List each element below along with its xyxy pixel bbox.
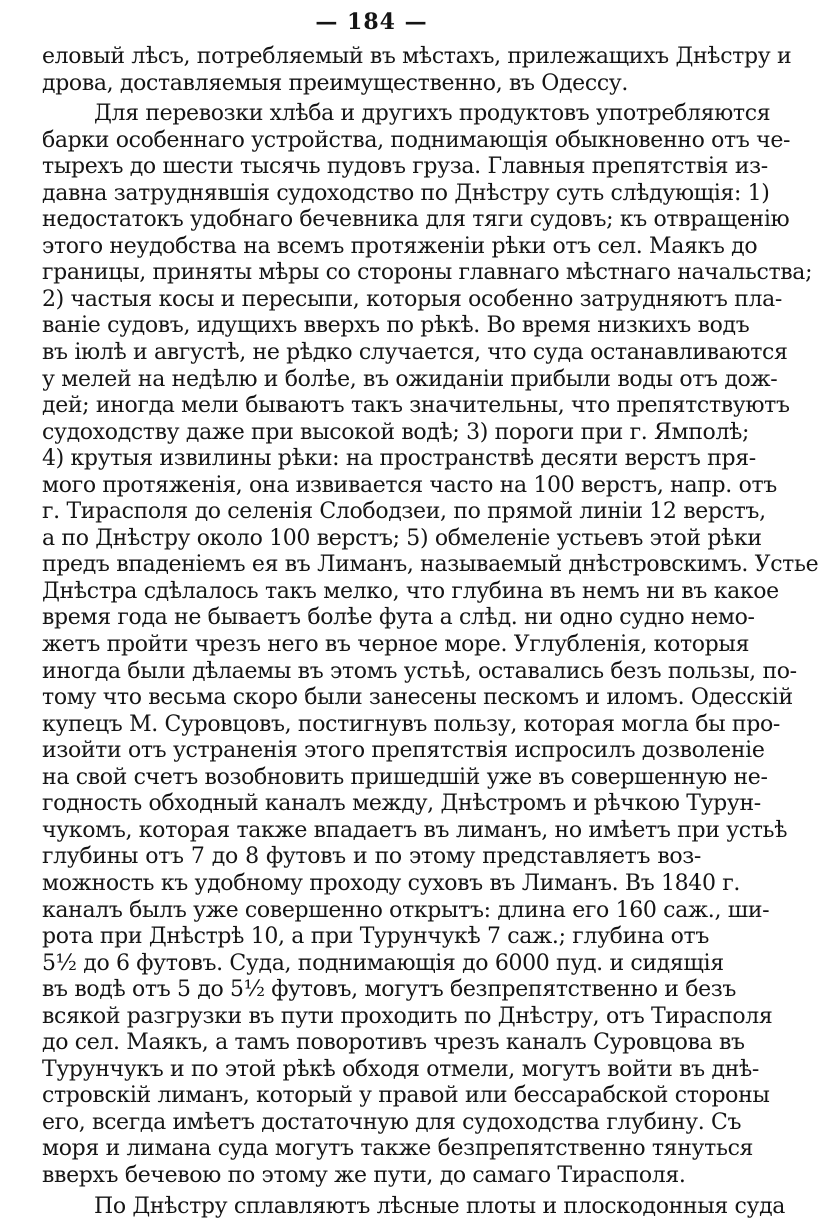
text-line: чукомъ, которая также впадаетъ въ лиманъ, но имѣетъ при устьѣ <box>42 817 788 843</box>
text-line: тырехъ до шести тысячь пудовъ груза. Главныя препятствія из- <box>42 154 768 180</box>
text-line: еловый лѣсъ, потребляемый въ мѣстахъ, прилежащихъ Днѣстру и <box>42 44 792 69</box>
text-line: а по Днѣстру около 100 верстъ; 5) обмеленіе устьевъ этой рѣки <box>42 525 762 551</box>
text-line: дрова, доставляемыя преимущественно, въ Одессу. <box>42 70 629 96</box>
text-line: 5½ до 6 футовъ. Суда, поднимающія до 6000 пуд. и сидящія <box>42 950 724 976</box>
text-line: у мелей на недѣлю и болѣе, въ ожиданіи прибыли воды отъ дож- <box>42 366 778 392</box>
text-line: мого протяженія, она извивается часто на 100 верстъ, напр. отъ <box>42 472 777 498</box>
text-line: можность къ удобному проходу суховъ въ Лиманъ. Въ 1840 г. <box>42 870 741 896</box>
text-line: предъ впаденіемъ ея въ Лиманъ, называемый днѣстровскимъ. Устье <box>42 552 818 578</box>
text-line: ваніе судовъ, идущихъ вверхъ по рѣкѣ. Во время низкихъ водъ <box>42 313 750 339</box>
text-line: вверхъ бечевою по этому же пути, до самаго Тирасполя. <box>42 1162 686 1188</box>
text-line: этого неудобства на всемъ протяженіи рѣки отъ сел. Маякъ до <box>42 233 758 259</box>
paragraph-continuation <box>42 44 792 97</box>
text-line: давна затруднявшія судоходство по Днѣстру суть слѣдующія: 1) <box>42 180 770 206</box>
text-line: глубины отъ 7 до 8 футовъ и по этому представляетъ воз- <box>42 844 701 870</box>
text-line: По Днѣстру сплавляютъ лѣсные плоты и плоскодонныя суда <box>94 1193 786 1219</box>
text-line: г. Тирасполя до селенія Слободзеи, по прямой линіи 12 верстъ, <box>42 499 766 525</box>
text-line: тому что весьма скоро были занесены пескомъ и иломъ. Одесскій <box>42 685 793 711</box>
text-line: его, всегда имѣетъ достаточную для судоходства глубину. Съ <box>42 1109 742 1135</box>
text-line: дей; иногда мели бываютъ такъ значительны, что препятствуютъ <box>42 393 790 419</box>
text-line: границы, приняты мѣры со стороны главнаго мѣстнаго начальства; <box>42 260 813 286</box>
paragraph-rafts <box>42 1193 786 1220</box>
text-line: моря и лимана суда могутъ также безпрепятственно тянуться <box>42 1136 754 1162</box>
text-line: барки особеннаго устройства, поднимающія обыкновенно отъ че- <box>42 127 791 153</box>
paragraph-navigation-obstacles <box>42 101 818 1189</box>
text-line: годность обходный каналъ между, Днѣстромъ и рѣчкою Турун- <box>42 791 761 817</box>
page-number: — 184 — <box>315 9 428 35</box>
text-line: Турунчукъ и по этой рѣкѣ обходя отмели, могутъ войти въ днѣ- <box>42 1056 759 1082</box>
text-line: жетъ пройти чрезъ него въ черное море. Углубленія, которыя <box>42 632 750 658</box>
text-line: Для перевозки хлѣба и другихъ продуктовъ употребляются <box>94 101 771 127</box>
text-line: въ водѣ отъ 5 до 5½ футовъ, могутъ безпрепятственно и безъ <box>42 977 737 1003</box>
text-line: до сел. Маякъ, а тамъ поворотивъ чрезъ каналъ Суровцова въ <box>42 1030 745 1056</box>
text-line: иногда были дѣлаемы въ этомъ устьѣ, оставались безъ пользы, по- <box>42 658 797 684</box>
text-line: изойти отъ устраненія этого препятствія испросилъ дозволеніе <box>42 738 765 764</box>
text-line: стровскій лиманъ, который у правой или бессарабской стороны <box>42 1083 770 1109</box>
text-line: время года не бываетъ болѣе фута а слѣд. ни одно судно немо- <box>42 605 755 631</box>
text-line: 2) частыя косы и пересыпи, которыя особенно затрудняютъ пла- <box>42 286 782 312</box>
text-line: Днѣстра сдѣлалось такъ мелко, что глубина въ немъ ни въ какое <box>42 578 779 604</box>
text-line: всякой разгрузки въ пути проходить по Днѣстру, отъ Тирасполя <box>42 1003 773 1029</box>
text-line: на свой счетъ возобновить пришедшій уже въ совершенную не- <box>42 764 768 790</box>
text-line: въ іюлѣ и августѣ, не рѣдко случается, что суда останавливаются <box>42 340 788 366</box>
text-line: рота при Днѣстрѣ 10, а при Турунчукѣ 7 саж.; глубина отъ <box>42 924 709 950</box>
text-line: судоходству даже при высокой водѣ; 3) пороги при г. Ямполѣ; <box>42 419 750 445</box>
text-line: купецъ М. Суровцовъ, постигнувъ пользу, которая могла бы про- <box>42 711 780 737</box>
text-line: недостатокъ удобнаго бечевника для тяги судовъ; къ отвращенію <box>42 207 790 233</box>
text-line: каналъ былъ уже совершенно открытъ: длина его 160 саж., ши- <box>42 897 770 923</box>
text-line: 4) крутыя извилины рѣки: на пространствѣ десяти верстъ пря- <box>42 446 756 472</box>
